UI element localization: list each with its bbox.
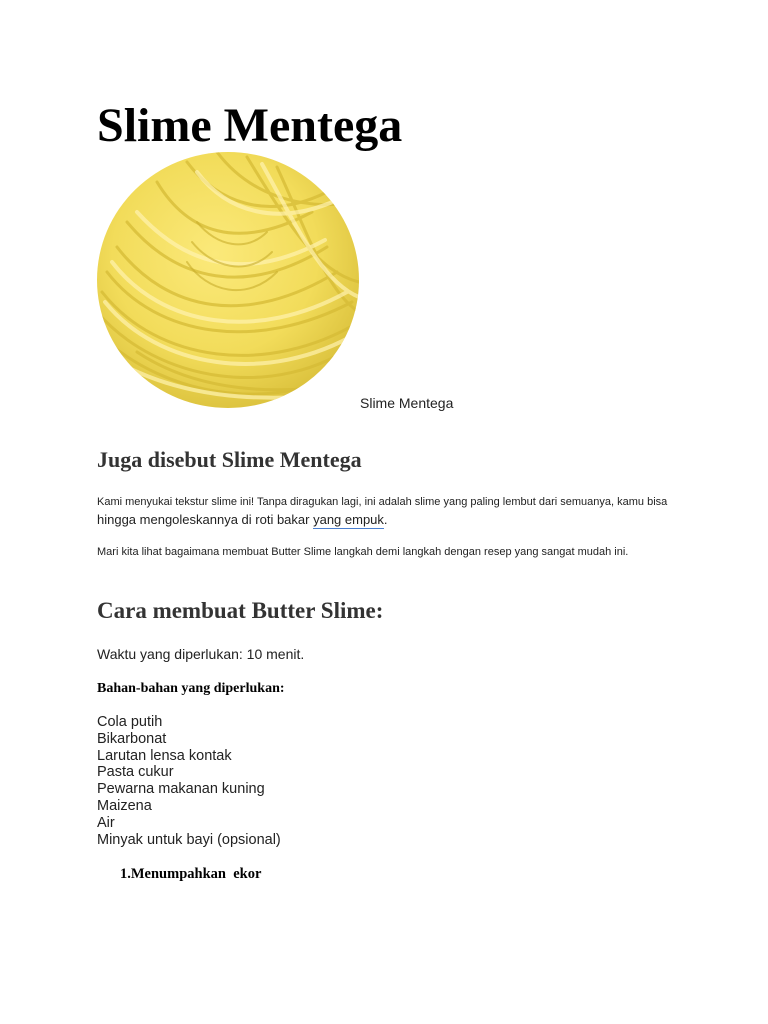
intro-text-end: . (383, 512, 388, 527)
recipe-intro-paragraph: Mari kita lihat bagaimana membuat Butter Slime langkah demi langkah dengan resep yang sangat mudah ini. (97, 546, 629, 558)
step-1-heading: 1.Menumpahkan ekor (120, 866, 262, 882)
page-title: Slime Mentega (97, 99, 403, 152)
list-item: Cola putih (97, 714, 163, 730)
inline-link[interactable]: yang empuk (313, 512, 384, 527)
slime-illustration (97, 152, 360, 408)
list-item: Air (97, 814, 115, 831)
image-caption: Slime Mentega (360, 395, 454, 411)
list-item: Pewarna makanan kuning (97, 781, 265, 798)
intro-paragraph (97, 493, 697, 530)
ingredients-heading: Bahan-bahan yang diperlukan: (97, 681, 285, 696)
list-item: Larutan lensa kontak (97, 747, 232, 764)
section-heading-also-called: Juga disebut Slime Mentega (97, 447, 362, 472)
intro-text-line1: Kami menyukai tekstur slime ini! Tanpa diragukan lagi, ini adalah slime yang paling lembut dari semuanya, kamu bisa (97, 496, 668, 508)
list-item: Maizena (97, 797, 152, 814)
list-item: Pasta cukur (97, 764, 174, 781)
list-item: Minyak untuk bayi (opsional) (97, 831, 281, 848)
butter-slime-image (97, 152, 360, 408)
list-item: Bikarbonat (97, 730, 167, 747)
ingredients-list (97, 714, 281, 848)
time-required: Waktu yang diperlukan: 10 menit. (97, 646, 305, 662)
section-heading-how-to: Cara membuat Butter Slime: (97, 598, 384, 623)
intro-text-line2: hingga mengoleskannya di roti bakar (97, 512, 314, 527)
